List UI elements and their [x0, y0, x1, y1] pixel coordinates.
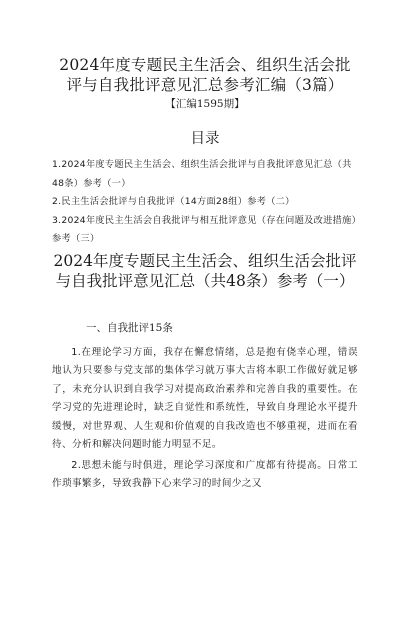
table-of-contents	[52, 156, 358, 249]
section-title: 2024年度专题民主生活会、组织生活会批评与自我批评意见汇总（共48条）参考（一）	[53, 251, 357, 290]
toc-heading: 目录	[190, 131, 220, 147]
body-paragraph-1: 1.在理论学习方面，我存在懈怠情绪，总是抱有侥幸心理，错误地认为只要参与党支部的集体学习就万事大吉将本职工作做好就足够了，未充分认识到自我学习对提高政治素养和完善自我的重要性。在学习党的先进理论时，缺乏自觉性和系统性，导致自身理论水平提升缓慢，对世界观、人生观和价值观的自我改造也不够重视，进而在看待、分析和解决问题时能力明显不足。	[52, 346, 358, 450]
toc-item-1[interactable]: 1.2024年度专题民主生活会、组织生活会批评与自我批评意见汇总（共48条）参考（一）	[52, 159, 352, 189]
document-title: 2024年度专题民主生活会、组织生活会批评与自我批评意见汇总参考汇编（3篇）	[59, 56, 351, 94]
document-page	[0, 55, 410, 635]
part-heading: 一、自我批评15条	[86, 321, 173, 334]
toc-item-2[interactable]: 2.民主生活会批评与自我批评（14方面28组）参考（二）	[52, 196, 295, 207]
issue-number: 【汇编1595期】	[165, 98, 245, 110]
body-paragraph-2: 2.思想未能与时俱进，理论学习深度和广度都有待提高。日常工作琐事繁多，导致我静下心来学习的时间少之又	[52, 459, 358, 489]
toc-item-3[interactable]: 3.2024年度民主生活会自我批评与相互批评意见（存在问题及改进措施）参考（三）	[52, 214, 357, 244]
